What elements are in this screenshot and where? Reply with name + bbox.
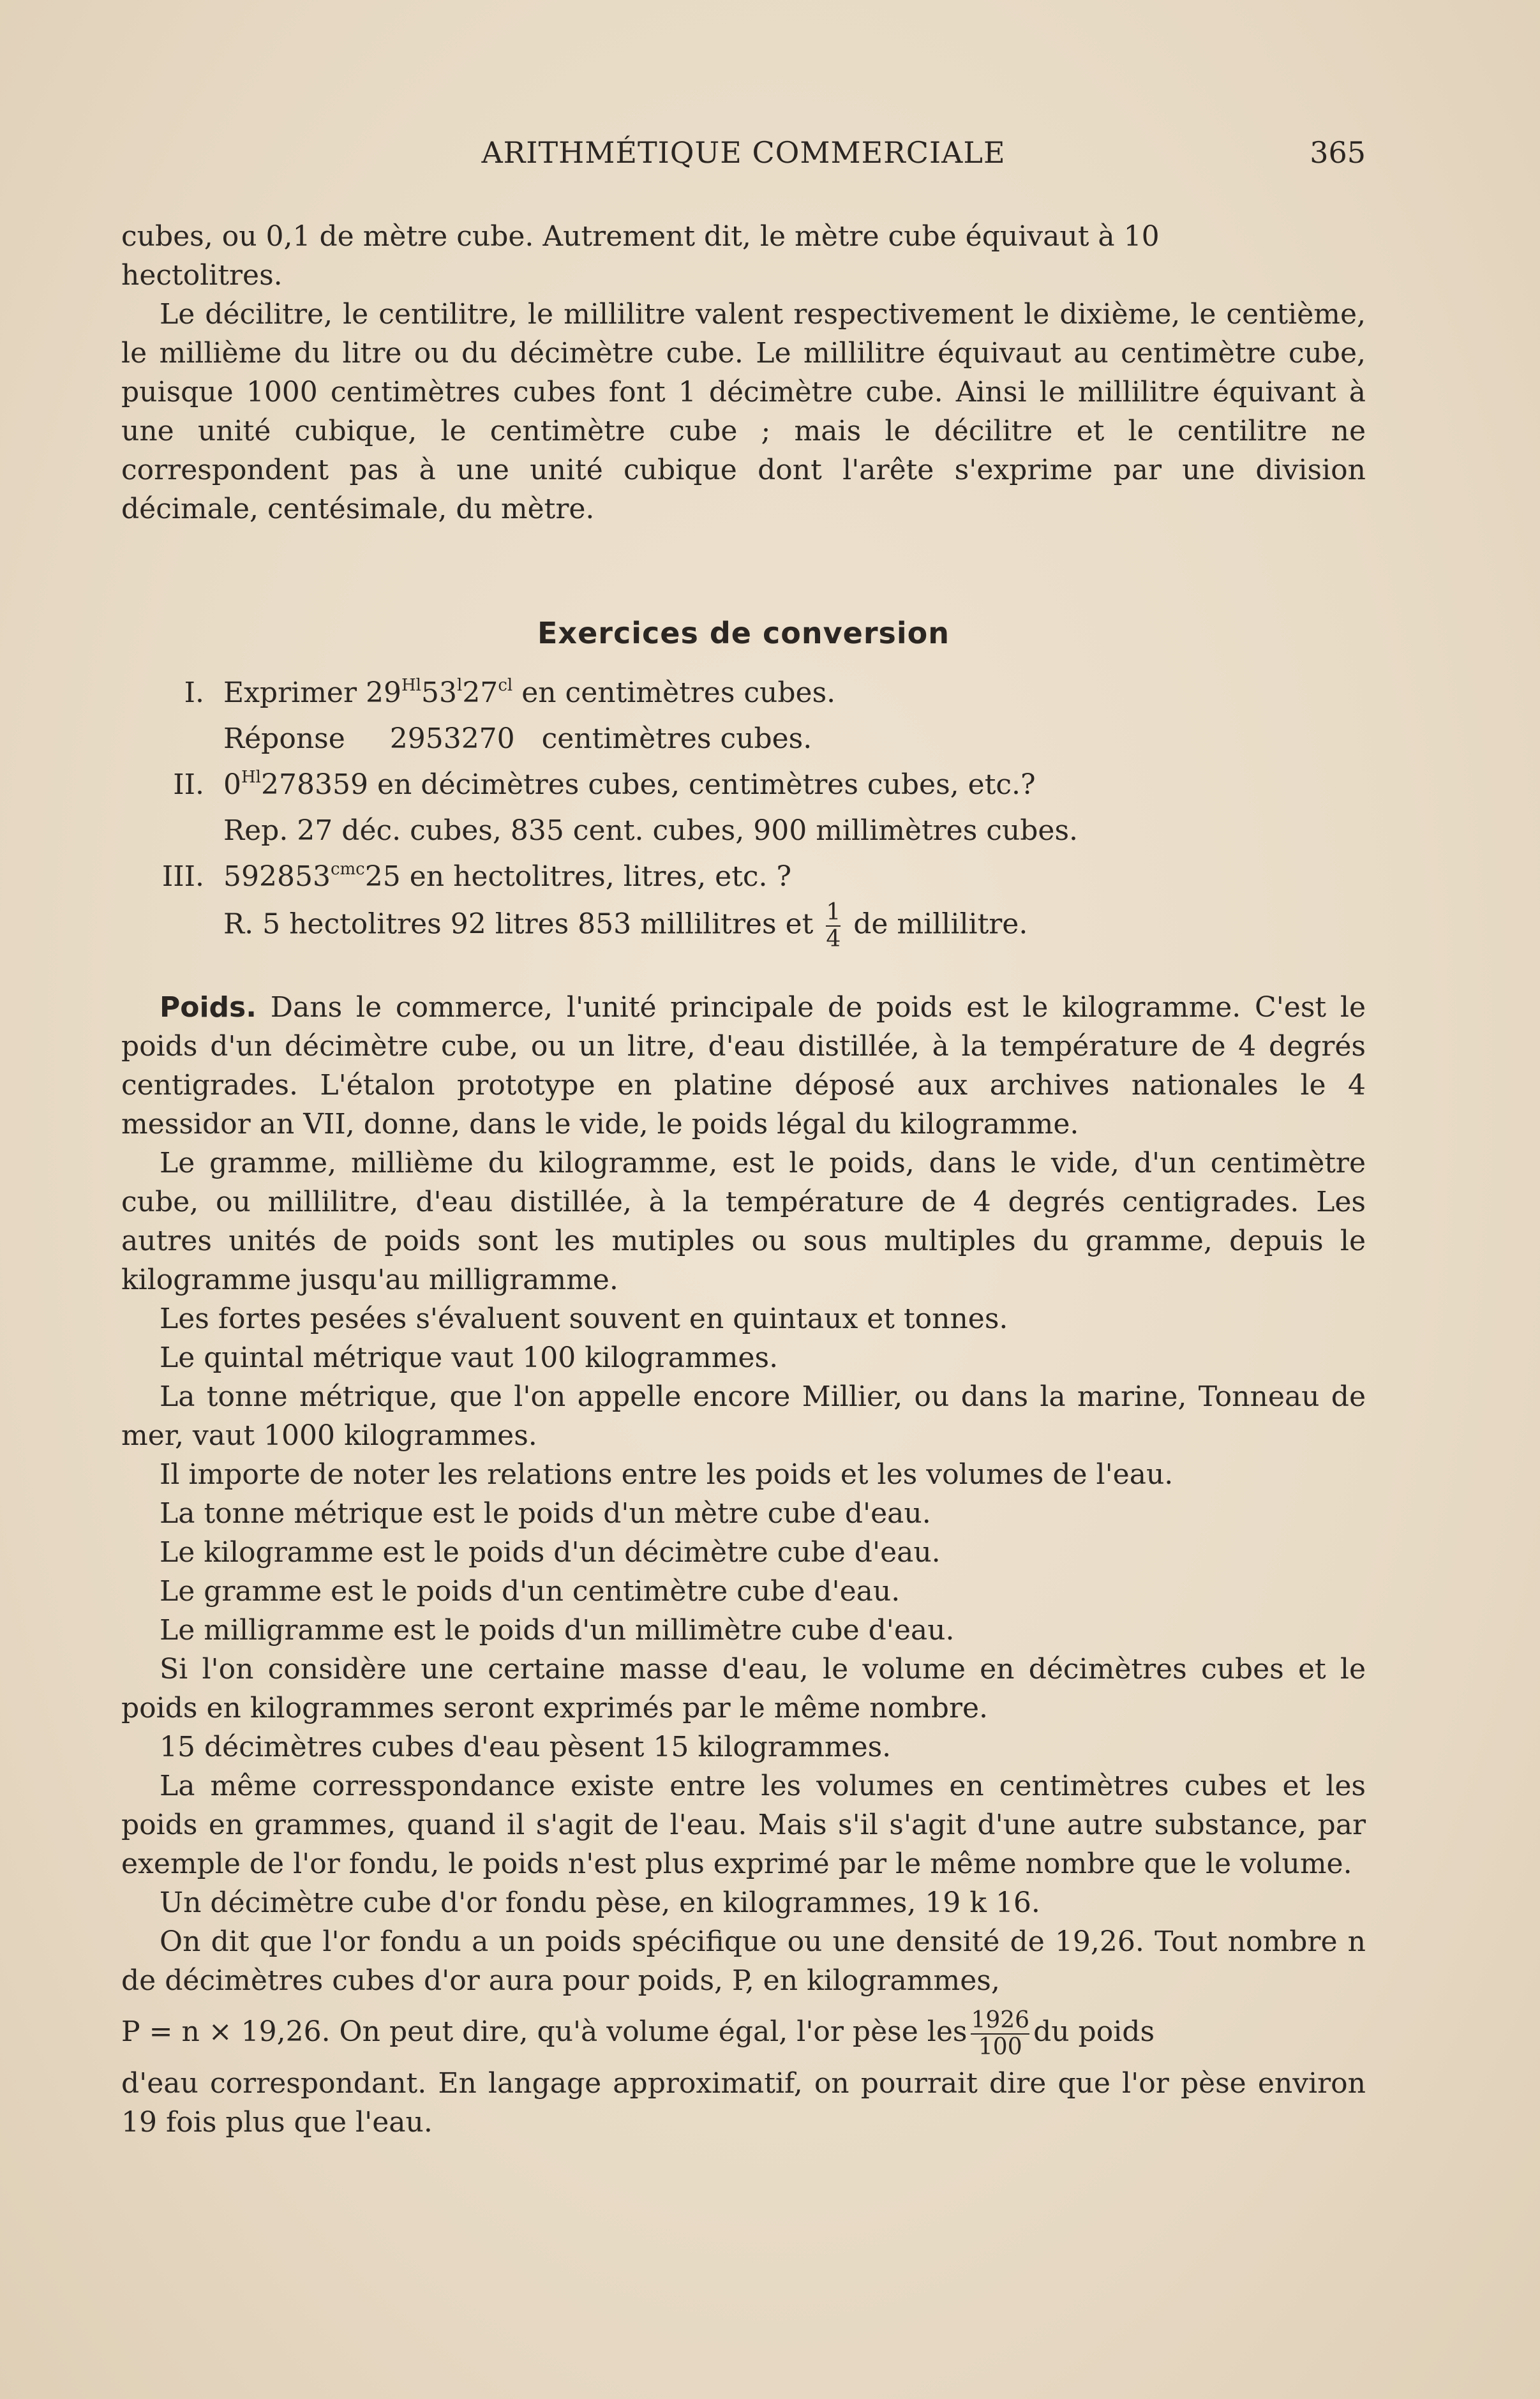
- intro-line-2: hectolitres.: [121, 259, 283, 292]
- poids-paragraph-14: Un décimètre cube d'or fondu pèse, en kilogrammes, 19 k 16.: [160, 1887, 1040, 1919]
- exercise-number: II.: [173, 768, 204, 801]
- poids-paragraph-11: Si l'on considère une certaine masse d'eau, le volume en décimètres cubes et le poids en kilogrammes seront exprimés par le même nombre.: [121, 1653, 1366, 1724]
- poids-section: [121, 988, 1366, 2142]
- intro-line-1: cubes, ou 0,1 de mètre cube. Autrement dit, le mètre cube équivaut à 10: [121, 220, 1160, 253]
- exercise-1-answer: Réponse 2953270 centimètres cubes.: [223, 722, 812, 755]
- poids-paragraph-10: Le milligramme est le poids d'un millimètre cube d'eau.: [160, 1614, 955, 1647]
- exercises-heading: Exercices de conversion: [537, 616, 950, 650]
- exercise-number: I.: [184, 676, 204, 709]
- exercise-3-answer: R. 5 hectolitres 92 litres 853 millilitres et $\frac{1}{4}$ de millilitre.: [223, 899, 1028, 952]
- running-title: ARITHMÉTIQUE COMMERCIALE: [481, 135, 1006, 170]
- poids-paragraph-7: La tonne métrique est le poids d'un mètre cube d'eau.: [160, 1497, 931, 1530]
- exercise-2-question: II. $0^{Hl}278359$ en décimètres cubes, centimètres cubes, etc.?: [121, 762, 1366, 808]
- poids-paragraph-3: Les fortes pesées s'évaluent souvent en quintaux et tonnes.: [160, 1303, 1008, 1335]
- exercise-list: [121, 670, 1366, 952]
- poids-paragraph-6: Il importe de noter les relations entre les poids et les volumes de l'eau.: [160, 1458, 1174, 1491]
- poids-paragraph-2: Le gramme, millième du kilogramme, est le poids, dans le vide, d'un centimètre cube, ou millilitre, d'eau distillée, à la température de 4 degrés centigrades. Les autres unités de poids sont les mutiples ou sous multiples du gramme, depuis le kilogramme jusqu'au milligramme.: [121, 1147, 1366, 1296]
- poids-paragraph-13: La même corresspondance existe entre les volumes en centimètres cubes et les poids en grammes, quand il s'agit de l'eau. Mais s'il s'agit d'une autre substance, par exemple de l'or fondu, le poids n'est plus exprimé par le même nombre que le volume.: [121, 1770, 1366, 1880]
- poids-paragraph-12: 15 décimètres cubes d'eau pèsent 15 kilogrammes.: [160, 1731, 892, 1763]
- exercise-1-question: I. Exprimer $29^{Hl}53^l27^{cl}$ en centimètres cubes.: [121, 670, 1366, 716]
- exercise-number: III.: [161, 860, 204, 893]
- poids-paragraph-1: Poids. Dans le commerce, l'unité principale de poids est le kilogramme. C'est le poids d'un décimètre cube, ou un litre, d'eau distillée, à la température de 4 degrés centigrades. L'étalon prototype en platine déposé aux archives nationales le 4 messidor an VII, donne, dans le vide, le poids légal du kilogramme.: [121, 991, 1366, 1140]
- poids-paragraph-4: Le quintal métrique vaut 100 kilogrammes.: [160, 1341, 779, 1374]
- page-number: 365: [1310, 135, 1366, 170]
- poids-paragraph-9: Le gramme est le poids d'un centimètre cube d'eau.: [160, 1575, 901, 1608]
- poids-paragraph-8: Le kilogramme est le poids d'un décimètre cube d'eau.: [160, 1536, 941, 1569]
- intro-paragraph: Le décilitre, le centilitre, le millilitre valent respectivement le dixième, le centième, le millième du litre ou du décimètre cube. Le millilitre équivaut au centimètre cube, puisque 1000 centimètres cubes font 1 décimètre cube. Ainsi le millilitre équivant à une unité cubique, le centimètre cube ; mais le décilitre et le centilitre ne correspondent pas à une unité cubique dont l'arête s'exprime par une division décimale, centésimale, du mètre.: [121, 298, 1366, 525]
- exercise-3-question: III. $592853^{cmc}25$ en hectolitres, litres, etc. ?: [121, 854, 1366, 900]
- section-label: Poids.: [160, 991, 257, 1024]
- poids-paragraph-16: d'eau correspondant. En langage approximatif, on pourrait dire que l'or pèse environ 19 fois plus que l'eau.: [121, 2067, 1366, 2139]
- intro-text: [121, 217, 1366, 528]
- formula-line: P = n × 19,26. On peut dire, qu'à volume égal, l'or pèse les $\frac{1926}{100}$ du poids: [121, 2007, 1155, 2060]
- poids-paragraph-15: On dit que l'or fondu a un poids spécifique ou une densité de 19,26. Tout nombre n de décimètres cubes d'or aura pour poids, P, en kilogrammes,: [121, 1925, 1366, 1997]
- fraction-1926-100: $\frac{1926}{100}$: [971, 2007, 1030, 2060]
- exercise-2-answer: Rep. 27 déc. cubes, 835 cent. cubes, 900 millimètres cubes.: [223, 814, 1079, 847]
- running-header: [121, 135, 1366, 174]
- poids-paragraph-5: La tonne métrique, que l'on appelle encore Millier, ou dans la marine, Tonneau de mer, vaut 1000 kilogrammes.: [121, 1380, 1366, 1452]
- fraction-quarter: $\frac{1}{4}$: [826, 899, 841, 952]
